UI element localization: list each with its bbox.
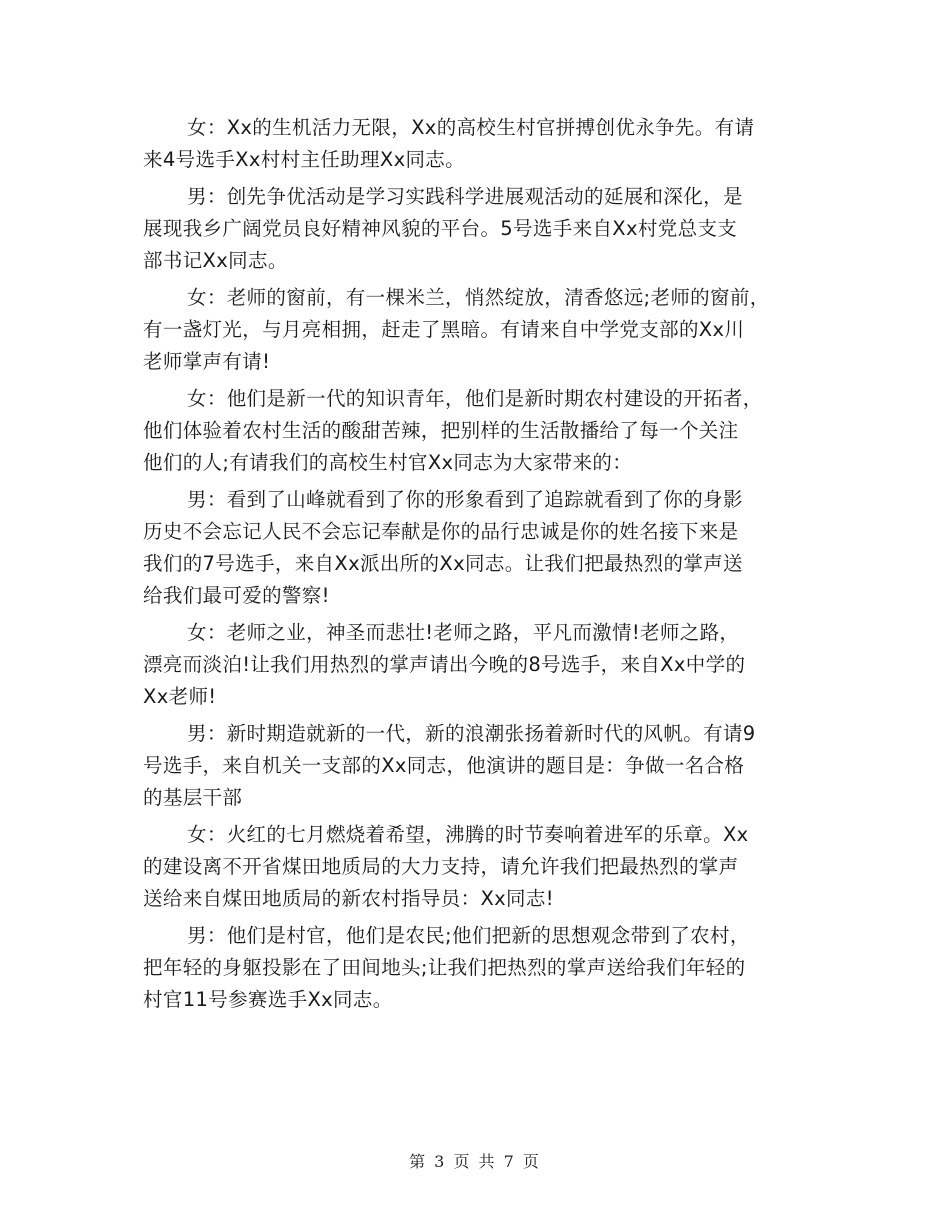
paragraph-line: 号选手，来自机关一支部的Xx同志，他演讲的题目是：争做一名合格 (143, 754, 745, 777)
paragraph-line: 女：Xx的生机活力无限，Xx的高校生村官拼搏创优永争先。有请 (187, 116, 755, 139)
dialogue-paragraph (143, 718, 823, 814)
paragraph-line: 男：他们是村官，他们是农民;他们把新的思想观念带到了农村， (187, 924, 750, 947)
paragraph-line: Xx老师! (143, 685, 217, 708)
paragraph-line: 展现我乡广阔党员良好精神风貌的平台。5号选手来自Xx村党总支支 (143, 217, 738, 240)
paragraph-line: 男：新时期造就新的一代，新的浪潮张扬着新时代的风帆。有请9 (187, 722, 756, 745)
dialogue-paragraph (143, 484, 823, 612)
dialogue-paragraph (143, 617, 823, 713)
paragraph-line: 的基层干部 (143, 786, 243, 809)
paragraph-line: 给我们最可爱的警察! (143, 584, 330, 607)
dialogue-paragraph (143, 920, 823, 1016)
paragraph-line: 村官11号参赛选手Xx同志。 (143, 988, 393, 1011)
dialogue-paragraph (143, 112, 823, 176)
paragraph-line: 男：看到了山峰就看到了你的形象看到了追踪就看到了你的身影 (187, 488, 743, 511)
paragraph-line: 送给来自煤田地质局的新农村指导员：Xx同志! (143, 887, 554, 910)
paragraph-line: 的建设离不开省煤田地质局的大力支持，请允许我们把最热烈的掌声 (143, 855, 739, 878)
paragraph-line: 把年轻的身躯投影在了田间地头;让我们把热烈的掌声送给我们年轻的 (143, 956, 746, 979)
dialogue-paragraph (143, 383, 823, 479)
dialogue-paragraph (143, 282, 823, 378)
document-body (143, 112, 823, 1021)
paragraph-line: 老师掌声有请! (143, 350, 271, 373)
paragraph-line: 女：火红的七月燃烧着希望，沸腾的时节奏响着进军的乐章。Xx (187, 823, 749, 846)
paragraph-line: 他们体验着农村生活的酸甜苦辣，把别样的生活散播给了每一个关注 (143, 419, 739, 442)
paragraph-line: 女：老师的窗前，有一棵米兰，悄然绽放，清香悠远;老师的窗前， (187, 286, 770, 309)
paragraph-line: 他们的人;有请我们的高校生村官Xx同志为大家带来的： (143, 451, 633, 474)
page-footer: 第 3 页 共 7 页 (409, 1152, 541, 1171)
dialogue-paragraph (143, 819, 823, 915)
dialogue-paragraph (143, 181, 823, 277)
paragraph-line: 女：老师之业，神圣而悲壮!老师之路，平凡而激情!老师之路， (187, 621, 740, 644)
paragraph-line: 来4号选手Xx村村主任助理Xx同志。 (143, 148, 466, 171)
paragraph-line: 历史不会忘记人民不会忘记奉献是你的品行忠诚是你的姓名接下来是 (143, 520, 739, 543)
paragraph-line: 有一盏灯光，与月亮相拥，赶走了黑暗。有请来自中学党支部的Xx川 (143, 318, 745, 341)
paragraph-line: 部书记Xx同志。 (143, 249, 288, 272)
paragraph-line: 女：他们是新一代的知识青年，他们是新时期农村建设的开拓者， (187, 387, 763, 410)
paragraph-line: 漂亮而淡泊!让我们用热烈的掌声请出今晚的8号选手，来自Xx中学的 (143, 653, 746, 676)
paragraph-line: 我们的7号选手，来自Xx派出所的Xx同志。让我们把最热烈的掌声送 (143, 552, 743, 575)
paragraph-line: 男：创先争优活动是学习实践科学进展观活动的延展和深化，是 (187, 185, 743, 208)
